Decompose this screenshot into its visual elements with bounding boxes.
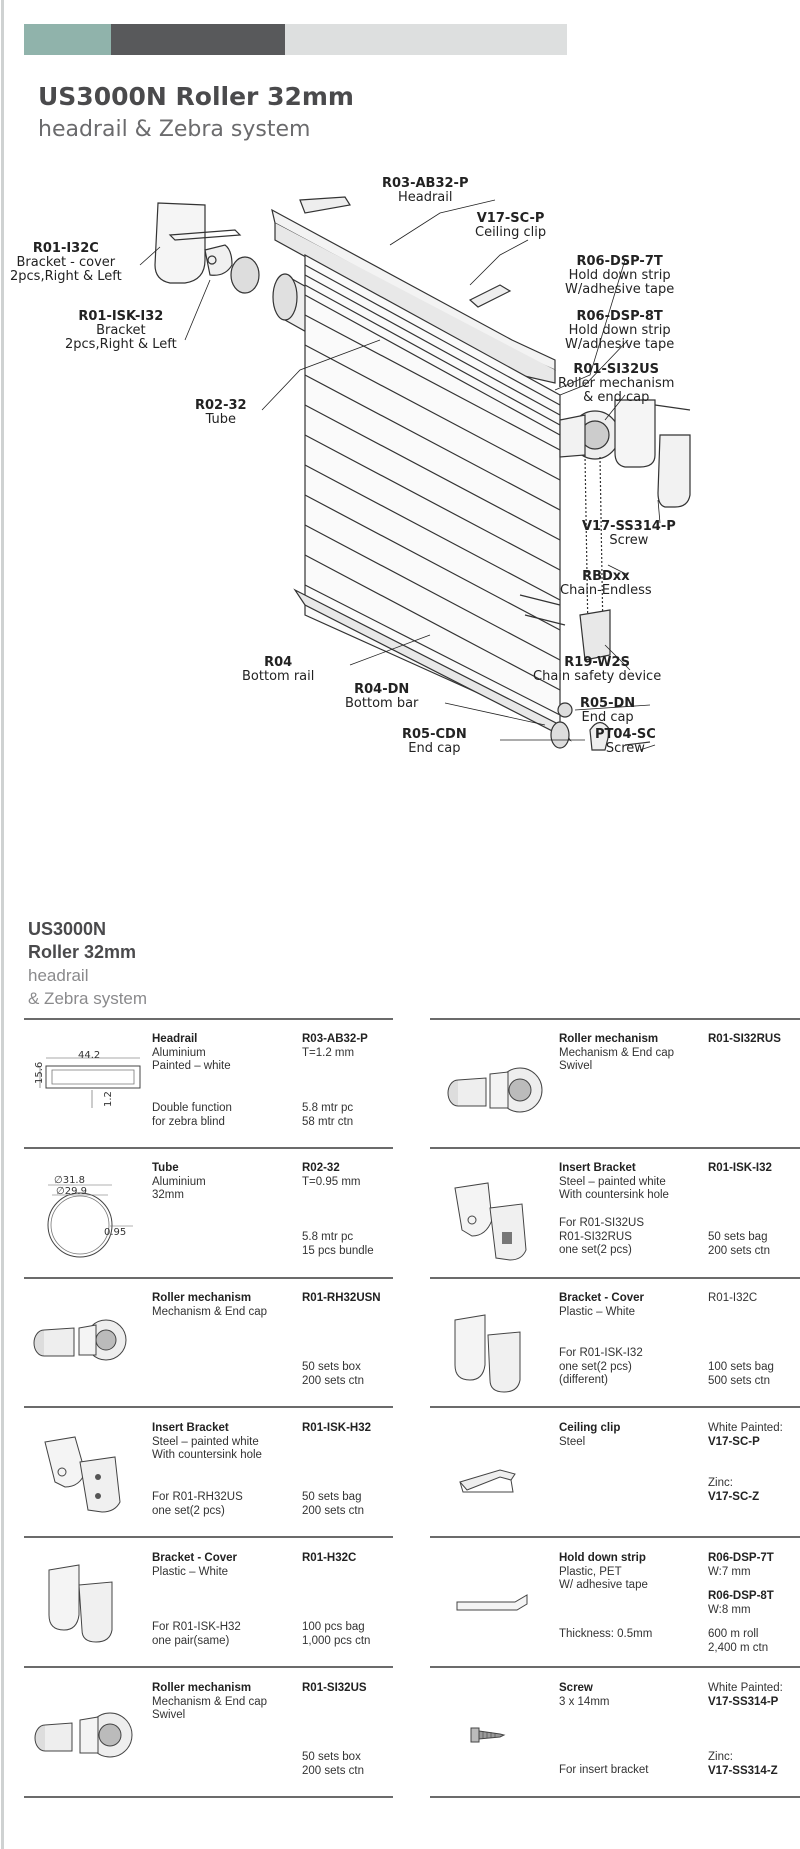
product-code-insert-bracket-i32: R01-ISK-I32 — [708, 1162, 772, 1174]
product-pack-insert-bracket-i32: 50 sets bag 200 sets ctn — [708, 1231, 771, 1257]
headrail-profile-drawing — [28, 1048, 143, 1118]
row-divider — [430, 1147, 800, 1149]
product-name-roller-si: Roller mechanism Mechanism & End cap Swivel — [152, 1682, 268, 1721]
row-divider — [430, 1536, 800, 1538]
product-code-roller-rh: R01-RH32USN — [302, 1292, 381, 1304]
header-color-bar-1 — [24, 24, 111, 55]
product-pack-roller-si: 50 sets box 200 sets ctn — [302, 1751, 365, 1777]
callout-hold-down-strip-7t: R06-DSP-7T Hold down strip W/adhesive tape — [565, 254, 675, 297]
ceiling-clip-drawing — [455, 1462, 525, 1502]
product-name-insert-bracket-i32: Insert Bracket Steel – painted white With countersink hole — [559, 1162, 669, 1201]
row-divider — [24, 1796, 393, 1798]
product-code-tube: R02-32 T=0.95 mm — [302, 1162, 361, 1188]
roller-mechanism-rh-drawing — [24, 1310, 134, 1370]
product-note-bracket-cover-i32: For R01-ISK-I32 one set(2 pcs) (different) — [559, 1347, 643, 1386]
row-divider — [430, 1018, 800, 1020]
product-code2-screw: Zinc: V17-SS314-Z — [708, 1751, 778, 1777]
product-name-hold-down-strip: Hold down strip Plastic, PET W/ adhesive tape — [559, 1552, 648, 1591]
callout-screw: V17-SS314-P Screw — [582, 519, 676, 548]
headrail-dim-height: 15.6 — [34, 1061, 45, 1084]
bracket-cover-h32-drawing — [44, 1560, 134, 1645]
callout-bracket: R01-ISK-I32 Bracket 2pcs,Right & Left — [65, 309, 177, 352]
section-subtitle-line1: headrail — [28, 966, 89, 985]
callout-roller-mechanism: R01-SI32US Roller mechanism & end cap — [558, 362, 675, 405]
row-divider — [430, 1796, 800, 1798]
product-note-bracket-cover-h32: For R01-ISK-H32 one pair(same) — [152, 1621, 241, 1647]
product-code-ceiling-clip: White Painted: V17-SC-P — [708, 1422, 783, 1448]
screw-drawing — [468, 1720, 508, 1750]
tube-profile-drawing — [38, 1163, 138, 1273]
row-divider — [24, 1536, 393, 1538]
product-name-ceiling-clip: Ceiling clip Steel — [559, 1422, 621, 1448]
product-code-bracket-cover-h32: R01-H32C — [302, 1552, 357, 1564]
product-name-screw: Screw 3 x 14mm — [559, 1682, 610, 1708]
section-subtitle-line2: & Zebra system — [28, 989, 148, 1008]
roller-mechanism-si-drawing — [30, 1705, 135, 1765]
product-code2-ceiling-clip: Zinc: V17-SC-Z — [708, 1477, 760, 1503]
product-pack-tube: 5.8 mtr pc 15 pcs bundle — [302, 1231, 374, 1257]
product-name-bracket-cover-i32: Bracket - Cover Plastic – White — [559, 1292, 645, 1318]
product-pack-headrail: 5.8 mtr pc 58 mtr ctn — [302, 1102, 354, 1128]
callout-end-cap-cdn: R05-CDN End cap — [402, 727, 467, 756]
product-pack-bracket-cover-h32: 100 pcs bag 1,000 pcs ctn — [302, 1621, 371, 1647]
hold-down-strip-drawing — [455, 1590, 530, 1620]
section-title-line1: US3000N — [28, 919, 107, 939]
product-name-roller-rh: Roller mechanism Mechanism & End cap — [152, 1292, 268, 1318]
product-name-bracket-cover-h32: Bracket - Cover Plastic – White — [152, 1552, 238, 1578]
product-pack-roller-rh: 50 sets box 200 sets ctn — [302, 1361, 365, 1387]
product-pack-insert-bracket-h32: 50 sets bag 200 sets ctn — [302, 1491, 365, 1517]
product-name-tube: Tube Aluminium 32mm — [152, 1162, 206, 1201]
row-divider — [430, 1277, 800, 1279]
callout-chain-safety-device: R19-W2S Chain safety device — [533, 655, 662, 684]
headrail-dim-thickness: 1.2 — [103, 1091, 114, 1107]
row-divider — [24, 1277, 393, 1279]
page-title: US3000N Roller 32mm — [38, 82, 354, 111]
callout-bottom-bar: R04-DN Bottom bar — [345, 682, 419, 711]
product-note-hold-down-strip: Thickness: 0.5mm — [559, 1628, 653, 1640]
product-name-headrail: Headrail Aluminium Painted – white — [152, 1033, 231, 1072]
product-code-roller-rus: R01-SI32RUS — [708, 1033, 781, 1045]
row-divider — [430, 1666, 800, 1668]
row-divider — [24, 1666, 393, 1668]
callout-bottom-rail: R04 Bottom rail — [242, 655, 315, 684]
product-note-insert-bracket-h32: For R01-RH32US one set(2 pcs) — [152, 1491, 243, 1517]
product-code-roller-si: R01-SI32US — [302, 1682, 367, 1694]
header-color-bar-2 — [111, 24, 285, 55]
roller-mechanism-rus-drawing — [438, 1060, 548, 1120]
row-divider — [24, 1018, 393, 1020]
callout-headrail: R03-AB32-P Headrail — [382, 176, 469, 205]
product-note-screw: For insert bracket — [559, 1764, 649, 1776]
exploded-diagram — [0, 176, 800, 910]
headrail-dim-width: 44.2 — [78, 1050, 101, 1061]
row-divider — [24, 1147, 393, 1149]
insert-bracket-h32-drawing — [40, 1432, 140, 1517]
product-code-insert-bracket-h32: R01-ISK-H32 — [302, 1422, 372, 1434]
exploded-diagram-drawing — [0, 195, 800, 910]
callout-ceiling-clip: V17-SC-P Ceiling clip — [475, 211, 547, 240]
product-note-headrail: Double function for zebra blind — [152, 1102, 232, 1128]
insert-bracket-i32-drawing — [450, 1178, 550, 1268]
callout-screw-pt04: PT04-SC Screw — [595, 727, 656, 756]
row-divider — [24, 1406, 393, 1408]
product-name-insert-bracket-h32: Insert Bracket Steel – painted white With countersink hole — [152, 1422, 262, 1461]
product-code-hold-down-strip: R06-DSP-7T W:7 mm — [708, 1552, 774, 1578]
page-subtitle: headrail & Zebra system — [38, 117, 311, 142]
product-code-bracket-cover-i32: R01-I32C — [708, 1292, 758, 1304]
product-note-insert-bracket-i32: For R01-SI32US R01-SI32RUS one set(2 pcs) — [559, 1217, 645, 1256]
row-divider — [430, 1406, 800, 1408]
product-pack-hold-down-strip: 600 m roll 2,400 m ctn — [708, 1628, 769, 1654]
product-code-headrail: R03-AB32-P T=1.2 mm — [302, 1033, 368, 1059]
callout-end-cap: R05-DN End cap — [580, 696, 636, 725]
tube-dim-inner: ∅29.9 — [56, 1186, 87, 1197]
section-title-line2: Roller 32mm — [28, 942, 137, 962]
tube-dim-wall: 0.95 — [104, 1227, 127, 1238]
header-color-bar-3 — [285, 24, 567, 55]
callout-hold-down-strip-8t: R06-DSP-8T Hold down strip W/adhesive tape — [565, 309, 675, 352]
product-name-roller-rus: Roller mechanism Mechanism & End cap Swivel — [559, 1033, 675, 1072]
callout-tube: R02-32 Tube — [195, 398, 247, 427]
product-pack-bracket-cover-i32: 100 sets bag 500 sets ctn — [708, 1361, 774, 1387]
product-code2-hold-down-strip: R06-DSP-8T W:8 mm — [708, 1590, 774, 1616]
callout-bracket-cover: R01-I32C Bracket - cover 2pcs,Right & Left — [10, 241, 122, 284]
callout-chain: RBDxx Chain-Endless — [560, 569, 652, 598]
product-code-screw: White Painted: V17-SS314-P — [708, 1682, 783, 1708]
tube-dim-outer: ∅31.8 — [54, 1175, 85, 1186]
bracket-cover-i32-drawing — [450, 1310, 540, 1395]
